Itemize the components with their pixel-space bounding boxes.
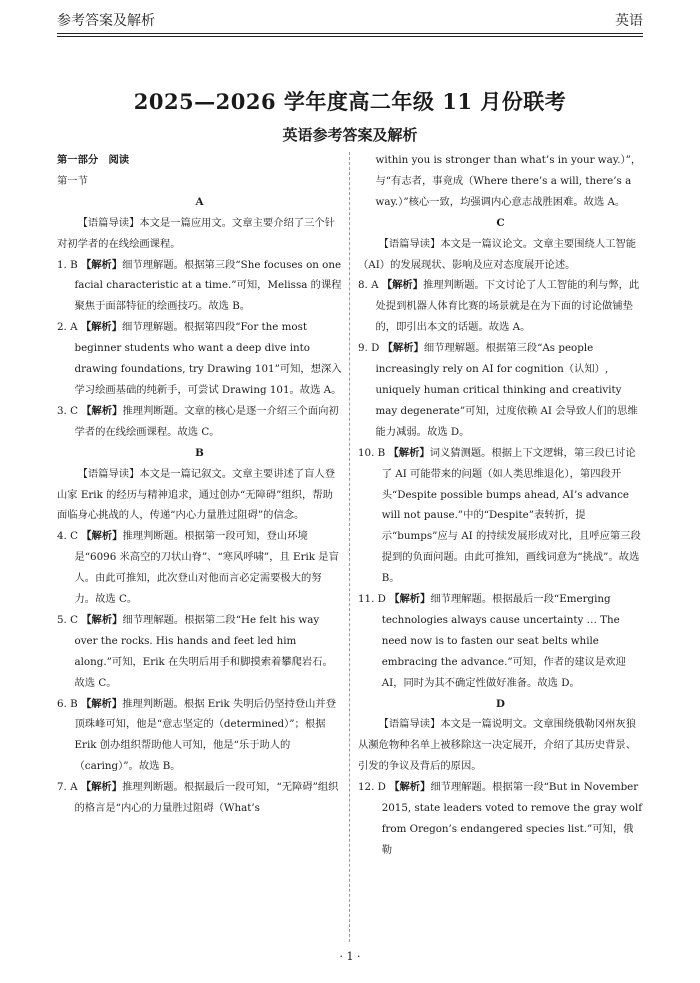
answer-8: 8. A 【解析】推理判断题。下文讨论了人工智能的利与弊，此处提到机器人体育比赛的场景就是在为下面的讨论做铺垫的，即引出本文的话题。故选 A。 (358, 279, 640, 334)
answer-6: 6. B 【解析】推理判断题。根据 Erik 失明后仍坚持登山并登顶珠峰可知，他是“意志坚定的（determined）”；根据 Erik 创办组织帮助他人可知，他是“乐于助人的（caring）”。故选 B。 (57, 697, 337, 773)
answer-7: 7. A 【解析】推理判断题。根据最后一段可知，“无障碍”组织的格言是“内心的力量胜过阻碍（What’s (57, 781, 339, 815)
answer-10: 10. B 【解析】词义猜测题。根据上下文逻辑，第三段已讨论了 AI 可能带来的问题（如人类思维退化），第四段开头“Despite possible bumps ahead, AI’s advance will not pause.”中的“Despite”表转折，提示“bumps”应与 AI 的持续发展形成对比，且呼应第三段提到的负面问题。由此可推知，画线词意为“挑战”。故选 B。 (358, 446, 641, 585)
answer-4: 4. C 【解析】推理判断题。根据第一段可知，登山环境是“6096 米高空的刀状山脊”、“寒风呼啸”，且 Erik 是盲人。由此可推知，此次登山对他而言必定需要极大的努力。故选 C。 (57, 530, 339, 606)
passage-letter-b: B (195, 446, 204, 459)
header-left: 参考答案及解析 (57, 13, 155, 29)
header-rule-thin (57, 36, 643, 37)
answer-1: 1. B 【解析】细节理解题。根据第三段“She focuses on one facial characteristic at a time.”可知，Melissa 的课程聚焦于面部特征的绘画技巧。故选 B。 (57, 258, 342, 313)
passage-letter-d: D (496, 697, 505, 710)
page-subtitle: 英语参考答案及解析 (282, 126, 418, 144)
answer-12: 12. D 【解析】细节理解题。根据第一段“But in November 2015, state leaders voted to remove the gray wolf from Oregon’s endangered species list.”可知，俄勒 (358, 781, 643, 856)
section-heading: 第一节 (57, 174, 88, 187)
answer-3: 3. C 【解析】推理判断题。文章的核心是逐一介绍三个面向初学者的在线绘画课程。故选 C。 (57, 404, 339, 438)
left-column (57, 150, 342, 819)
passage-b-guide: 【语篇导读】本文是一篇记叙文。文章主要讲述了盲人登山家 Erik 的经历与精神追求，通过创办“无障碍”组织，帮助面临身心挑战的人，传递“内心力量胜过阻碍”的信念。 (57, 467, 336, 522)
page-title: 2025—2026 学年度高二年级 11 月份联考 (133, 89, 567, 114)
passage-letter-c: C (496, 216, 505, 229)
passage-a-guide: 【语篇导读】本文是一篇应用文。文章主要介绍了三个针对初学者的在线绘画课程。 (57, 216, 336, 250)
passage-d-guide: 【语篇导读】本文是一篇说明文。文章围绕俄勒冈州灰狼从濒危物种名单上被移除这一决定展开，介绍了其历史背景、引发的争议及背后的原因。 (358, 718, 637, 773)
passage-c-guide: 【语篇导读】本文是一篇议论文。文章主要围绕人工智能（AI）的发展现状、影响及应对态度展开论述。 (358, 237, 637, 271)
column-divider (349, 152, 350, 942)
part-heading: 第一部分 阅读 (57, 154, 130, 166)
answer-5: 5. C 【解析】细节理解题。根据第二段“He felt his way over the rocks. His hands and feet led him along.”可知，Erik 在失明后用手和脚摸索着攀爬岩石。故选 C。 (57, 613, 333, 689)
answer-7-continued: within you is stronger than what’s in your way.）”，与“有志者，事竟成（Where there’s a will, there’s a way.）”核心一致，均强调内心意志战胜困难。故选 A。 (375, 154, 642, 208)
answer-9: 9. D 【解析】细节理解题。根据第三段“As people increasingly rely on AI for cognition（认知）, uniquely human critical thinking and creativity may degenerate”可知，过度依赖 AI 会导致人们的思维能力减弱。故选 D。 (358, 342, 638, 438)
header-right: 英语 (615, 13, 643, 29)
answer-2: 2. A 【解析】细节理解题。根据第四段“For the most beginner students who want a deep dive into drawing foundations, try Drawing 101”可知，想深入学习绘画基础的纯新手，可尝试 Drawing 101。故选 A。 (57, 321, 342, 396)
page-header (57, 4, 643, 30)
passage-letter-a: A (195, 195, 204, 208)
page-number: · 1 · (339, 950, 361, 963)
right-column (358, 150, 643, 861)
answer-11: 11. D 【解析】细节理解题。根据最后一段“Emerging technologies always cause uncertainty … The need now is to fasten our seat belts while embracing the advance.”可知，作者的建议是欢迎 AI，同时为其不确定性做好准备。故选 D。 (358, 593, 626, 689)
header-rule (57, 33, 643, 34)
